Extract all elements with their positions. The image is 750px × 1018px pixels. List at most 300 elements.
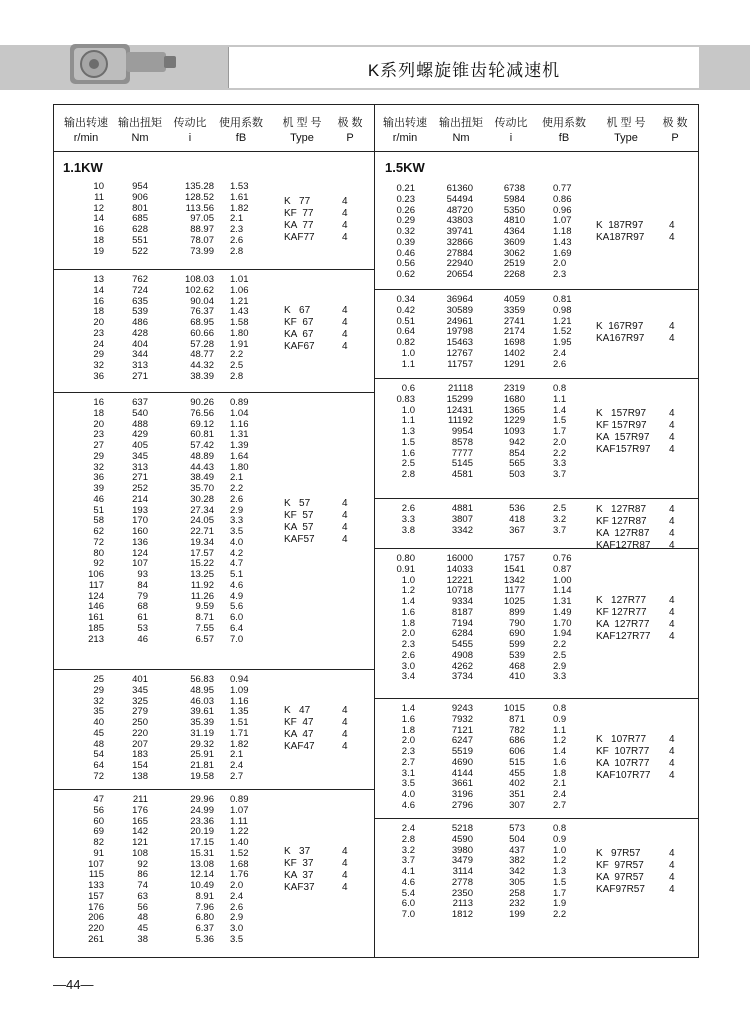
table-cell: 6.57 xyxy=(195,633,214,645)
table-cell: 60.81 xyxy=(190,429,214,441)
table-cell: 4581 xyxy=(451,469,473,480)
table-cell: 2.9 xyxy=(553,660,567,672)
table-cell: 279 xyxy=(132,706,148,718)
table-cell: 2.3 xyxy=(230,224,244,235)
speed-column xyxy=(383,704,415,812)
table-cell: 3.3 xyxy=(553,458,567,470)
model-type: K 67 xyxy=(284,304,311,316)
table-cell: 2741 xyxy=(503,315,525,327)
table-cell: 1.4 xyxy=(553,404,567,416)
poles-value: 4 xyxy=(342,497,348,509)
unit-speed: r/min xyxy=(73,132,99,144)
table-cell: 2519 xyxy=(503,258,525,270)
table-cell: 1.71 xyxy=(230,727,249,739)
table-section xyxy=(375,378,698,499)
table-cell: 47 xyxy=(93,794,104,805)
table-cell: 43803 xyxy=(446,215,473,227)
poles-value: 4 xyxy=(669,745,675,757)
torque-column xyxy=(435,824,473,921)
table-cell: 3.5 xyxy=(230,526,244,537)
header-type: 机 型 号 xyxy=(282,117,322,129)
header-factor: 使用系数 xyxy=(219,117,263,129)
table-cell: 45 xyxy=(93,727,104,739)
table-cell: 0.46 xyxy=(396,247,415,259)
table-cell: 4.0 xyxy=(230,536,244,548)
unit-torque: Nm xyxy=(131,132,149,144)
table-cell: 0.34 xyxy=(396,294,415,305)
table-cell: 2.3 xyxy=(401,639,415,650)
table-cell: 1.8 xyxy=(401,724,415,736)
table-cell: 1.64 xyxy=(230,450,249,462)
table-cell: 3.7 xyxy=(401,855,415,867)
model-type: K 47 xyxy=(284,704,311,716)
table-cell: 3.1 xyxy=(401,767,415,779)
table-cell: 1.2 xyxy=(553,855,567,867)
table-section xyxy=(54,669,374,790)
poles-value: 4 xyxy=(342,340,348,352)
table-cell: 30589 xyxy=(446,304,473,316)
table-right-half xyxy=(375,105,698,957)
table-cell: 5984 xyxy=(503,193,525,205)
table-cell: 6.0 xyxy=(230,612,244,623)
table-cell: 0.77 xyxy=(553,183,572,194)
table-cell: 48 xyxy=(137,912,148,924)
table-cell: 27884 xyxy=(446,247,473,259)
table-cell: 82 xyxy=(93,837,104,848)
table-cell: 515 xyxy=(509,756,525,768)
table-cell: 17.15 xyxy=(190,837,214,848)
table-cell: 106 xyxy=(88,569,104,580)
table-cell: 1.4 xyxy=(401,703,415,714)
poles-value: 4 xyxy=(342,509,348,521)
poles-list xyxy=(342,705,348,753)
table-cell: 16000 xyxy=(446,553,473,564)
table-cell: 0.82 xyxy=(396,337,415,348)
ratio-column xyxy=(493,554,525,683)
poles-value: 4 xyxy=(342,207,348,219)
speed-column xyxy=(383,504,415,536)
table-cell: 2174 xyxy=(503,326,525,338)
model-type: KF 77 xyxy=(284,207,314,219)
table-cell: 2.7 xyxy=(553,799,567,811)
table-cell: 2.7 xyxy=(401,756,415,768)
poles-value: 4 xyxy=(669,320,675,332)
table-cell: 1.58 xyxy=(230,317,249,328)
unit-poles: P xyxy=(346,132,354,144)
table-cell: 2.7 xyxy=(230,770,244,782)
table-cell: 36964 xyxy=(446,294,473,305)
table-cell: 1.82 xyxy=(230,738,249,750)
table-cell: 1.0 xyxy=(401,404,415,416)
table-cell: 1.7 xyxy=(553,426,567,437)
table-cell: 344 xyxy=(132,349,148,361)
speed-column xyxy=(383,184,415,281)
table-cell: 10718 xyxy=(446,585,473,597)
table-cell: 35.70 xyxy=(190,483,214,494)
table-cell: 68 xyxy=(137,601,148,613)
table-cell: 60.66 xyxy=(190,327,214,339)
table-cell: 16 xyxy=(93,224,104,235)
table-cell: 45 xyxy=(137,923,148,934)
table-cell: 606 xyxy=(509,746,525,757)
table-cell: 1.95 xyxy=(553,337,572,348)
table-cell: 1.31 xyxy=(553,596,572,607)
table-cell: 62 xyxy=(93,526,104,537)
model-type: KA 127R87 xyxy=(596,528,650,539)
speed-column xyxy=(383,295,415,370)
table-cell: 2.2 xyxy=(230,349,244,361)
table-cell: 2350 xyxy=(451,887,473,899)
model-type: KF 127R87 xyxy=(596,516,647,527)
speed-column xyxy=(66,398,104,645)
table-cell: 20 xyxy=(93,418,104,430)
model-type: K 157R97 xyxy=(596,408,647,420)
table-cell: 522 xyxy=(132,245,148,257)
table-cell: 1.22 xyxy=(230,826,249,838)
table-cell: 4144 xyxy=(451,767,473,779)
table-cell: 185 xyxy=(88,622,104,634)
model-type: K 107R77 xyxy=(596,733,647,745)
table-cell: 1.16 xyxy=(230,695,249,707)
model-type: K 127R77 xyxy=(596,594,647,606)
table-cell: 29.32 xyxy=(190,738,214,750)
model-type-list xyxy=(596,220,644,244)
table-cell: 183 xyxy=(132,749,148,761)
model-type: KA 77 xyxy=(284,219,314,231)
model-type: KA 57 xyxy=(284,521,314,533)
table-cell: 2.2 xyxy=(230,483,244,494)
table-cell: 1.1 xyxy=(401,415,415,427)
model-type: KA 37 xyxy=(284,870,314,882)
unit-poles: P xyxy=(671,132,679,144)
table-cell: 97.05 xyxy=(190,213,214,225)
table-cell: 48 xyxy=(93,738,104,750)
poles-value: 4 xyxy=(342,219,348,231)
table-cell: 1.53 xyxy=(230,181,249,192)
table-cell: 1.7 xyxy=(553,887,567,899)
table-cell: 428 xyxy=(132,327,148,339)
table-cell: 2.1 xyxy=(230,472,244,484)
table-cell: 3479 xyxy=(451,855,473,867)
table-cell: 54 xyxy=(93,749,104,761)
table-cell: 0.89 xyxy=(230,397,249,408)
table-cell: 1.07 xyxy=(553,215,572,227)
table-cell: 1.69 xyxy=(553,247,572,259)
table-cell: 1.52 xyxy=(230,847,249,859)
table-cell: 32 xyxy=(93,360,104,371)
model-type: KA167R97 xyxy=(596,332,645,344)
ratio-column xyxy=(493,824,525,921)
speed-column xyxy=(66,182,104,257)
table-cell: 1.49 xyxy=(553,606,572,618)
table-cell: 0.91 xyxy=(396,563,415,575)
table-cell: 1.6 xyxy=(401,713,415,725)
table-cell: 124 xyxy=(132,547,148,559)
factor-column xyxy=(553,295,583,370)
table-cell: 220 xyxy=(132,727,148,739)
model-type: KF 107R77 xyxy=(596,745,650,757)
table-cell: 108 xyxy=(132,847,148,859)
table-cell: 18 xyxy=(93,234,104,246)
poles-value: 4 xyxy=(342,870,348,882)
table-cell: 24.05 xyxy=(190,515,214,527)
table-cell: 9.59 xyxy=(195,601,214,613)
table-cell: 80 xyxy=(93,547,104,559)
unit-type: Type xyxy=(290,132,314,144)
table-cell: 36 xyxy=(93,472,104,484)
model-type: KF 37 xyxy=(284,858,314,870)
table-cell: 84 xyxy=(137,579,148,591)
table-cell: 2.6 xyxy=(401,503,415,514)
table-cell: 0.80 xyxy=(396,553,415,564)
table-cell: 0.56 xyxy=(396,258,415,270)
table-cell: 2319 xyxy=(503,383,525,394)
table-cell: 1.3 xyxy=(553,866,567,877)
table-cell: 0.32 xyxy=(396,226,415,237)
poles-value: 4 xyxy=(669,848,675,860)
table-cell: 12431 xyxy=(446,404,473,416)
table-cell: 29 xyxy=(93,684,104,696)
table-cell: 1.94 xyxy=(553,628,572,640)
table-cell: 1093 xyxy=(503,426,525,437)
table-cell: 4.7 xyxy=(230,558,244,570)
table-cell: 1.21 xyxy=(553,315,572,327)
model-type: KA 47 xyxy=(284,728,314,740)
table-cell: 54494 xyxy=(446,193,473,205)
table-cell: 504 xyxy=(509,833,525,845)
poles-value: 4 xyxy=(342,846,348,858)
table-cell: 88.97 xyxy=(190,224,214,235)
table-left-half xyxy=(54,105,374,957)
table-cell: 3.7 xyxy=(553,524,567,536)
table-cell: 1.21 xyxy=(230,295,249,307)
table-cell: 38.39 xyxy=(190,370,214,382)
poles-value: 4 xyxy=(342,533,348,545)
torque-column xyxy=(114,675,148,783)
table-cell: 32 xyxy=(93,461,104,473)
model-type: KF 67 xyxy=(284,316,314,328)
header-speed: 输出转速 xyxy=(383,117,427,129)
poles-value: 4 xyxy=(669,757,675,769)
table-cell: 2.5 xyxy=(553,649,567,661)
table-cell: 906 xyxy=(132,191,148,203)
table-cell: 1365 xyxy=(503,404,525,416)
table-cell: 1.0 xyxy=(401,574,415,586)
table-cell: 1680 xyxy=(503,393,525,405)
table-cell: 0.94 xyxy=(230,674,249,685)
model-type: KAF57 xyxy=(284,533,315,545)
header-poles: 极 数 xyxy=(337,117,363,129)
unit-factor: fB xyxy=(235,132,247,144)
table-cell: 1.1 xyxy=(553,393,567,405)
model-type: KF 97R57 xyxy=(596,860,644,872)
table-cell: 3.0 xyxy=(230,923,244,934)
unit-speed: r/min xyxy=(392,132,418,144)
table-cell: 1.9 xyxy=(553,898,567,910)
table-cell: 32 xyxy=(93,695,104,707)
model-type: KAF127R87 xyxy=(596,540,651,551)
table-cell: 2.8 xyxy=(230,245,244,257)
poles-value: 4 xyxy=(342,328,348,340)
table-cell: 3.3 xyxy=(401,513,415,525)
table-cell: 7777 xyxy=(451,447,473,459)
ratio-column xyxy=(493,184,525,281)
table-cell: 20654 xyxy=(446,269,473,280)
model-type: K 37 xyxy=(284,846,311,858)
table-cell: 135.28 xyxy=(184,181,214,192)
poles-value: 4 xyxy=(669,332,675,344)
power-label: 1.1KW xyxy=(63,160,103,175)
poles-value: 4 xyxy=(342,195,348,207)
model-type-list xyxy=(596,848,645,896)
poles-list xyxy=(669,408,675,456)
model-type: K 97R57 xyxy=(596,848,641,860)
poles-value: 4 xyxy=(342,858,348,870)
table-cell: 214 xyxy=(132,493,148,505)
table-cell: 2.8 xyxy=(401,833,415,845)
table-cell: 176 xyxy=(132,804,148,816)
table-cell: 154 xyxy=(132,760,148,771)
table-cell: 7.0 xyxy=(401,909,415,920)
table-cell: 72 xyxy=(93,536,104,548)
table-cell: 138 xyxy=(132,770,148,782)
table-cell: 76.37 xyxy=(190,306,214,318)
table-cell: 24.99 xyxy=(190,804,214,816)
table-cell: 21.81 xyxy=(190,760,214,771)
table-cell: 0.87 xyxy=(553,563,572,575)
ratio-column xyxy=(493,384,525,481)
table-cell: 1.04 xyxy=(230,407,249,419)
torque-column xyxy=(435,554,473,683)
table-cell: 455 xyxy=(509,767,525,779)
table-cell: 39.61 xyxy=(190,706,214,718)
table-cell: 117 xyxy=(88,579,104,591)
table-cell: 0.83 xyxy=(396,393,415,405)
table-cell: 102.62 xyxy=(184,284,214,296)
table-cell: 90.04 xyxy=(190,295,214,307)
table-cell: 3062 xyxy=(503,247,525,259)
poles-list xyxy=(669,321,675,345)
table-cell: 15299 xyxy=(446,393,473,405)
table-cell: 2.0 xyxy=(553,436,567,448)
table-cell: 24 xyxy=(93,338,104,350)
table-cell: 2.3 xyxy=(553,269,567,280)
table-cell: 8.71 xyxy=(195,612,214,623)
table-cell: 2.6 xyxy=(230,234,244,246)
table-cell: 0.29 xyxy=(396,215,415,227)
table-cell: 0.96 xyxy=(553,204,572,216)
header-speed: 输出转速 xyxy=(64,117,108,129)
model-type-list xyxy=(596,321,644,345)
unit-ratio: i xyxy=(509,132,513,144)
table-section xyxy=(375,179,698,289)
table-cell: 6738 xyxy=(503,183,525,194)
speed-column xyxy=(66,275,104,383)
table-cell: 40 xyxy=(93,717,104,728)
unit-type: Type xyxy=(614,132,638,144)
table-cell: 31.19 xyxy=(190,727,214,739)
table-cell: 307 xyxy=(509,799,525,811)
model-type: K 57 xyxy=(284,497,311,509)
table-cell: 1.14 xyxy=(553,585,572,597)
table-cell: 486 xyxy=(132,317,148,328)
poles-value: 4 xyxy=(342,704,348,716)
table-cell: 69.12 xyxy=(190,418,214,430)
table-cell: 9334 xyxy=(451,596,473,607)
table-cell: 1.80 xyxy=(230,327,249,339)
table-cell: 942 xyxy=(509,436,525,448)
table-cell: 871 xyxy=(509,713,525,725)
table-cell: 1.39 xyxy=(230,440,249,451)
table-cell: 6.0 xyxy=(401,898,415,910)
table-cell: 11 xyxy=(94,191,104,203)
table-cell: 3980 xyxy=(451,844,473,856)
table-cell: 13.08 xyxy=(190,858,214,870)
table-cell: 3.3 xyxy=(553,671,567,683)
model-type-list xyxy=(284,498,315,546)
table-cell: 22.71 xyxy=(190,526,214,537)
model-type: K 127R87 xyxy=(596,504,647,515)
header-ratio: 传动比 xyxy=(494,117,528,129)
table-cell: 3.4 xyxy=(401,671,415,683)
table-cell: 206 xyxy=(88,912,104,924)
table-cell: 14 xyxy=(93,213,104,225)
table-cell: 35.39 xyxy=(190,717,214,728)
table-cell: 1.2 xyxy=(401,585,415,597)
table-cell: 161 xyxy=(88,612,104,623)
table-cell: 1.09 xyxy=(230,684,249,696)
poles-list xyxy=(342,196,348,244)
poles-value: 4 xyxy=(342,316,348,328)
table-cell: 1.4 xyxy=(553,746,567,757)
table-cell: 3734 xyxy=(451,671,473,683)
table-cell: 1.40 xyxy=(230,837,249,848)
table-cell: 4881 xyxy=(451,503,473,514)
ratio-column xyxy=(493,295,525,370)
table-cell: 3.8 xyxy=(401,524,415,536)
power-label: 1.5KW xyxy=(385,160,425,175)
table-section xyxy=(375,289,698,379)
table-cell: 121 xyxy=(132,837,148,848)
poles-value: 4 xyxy=(669,606,675,618)
table-cell: 1.51 xyxy=(230,717,249,728)
table-cell: 23.36 xyxy=(190,815,214,827)
table-cell: 261 xyxy=(88,933,104,945)
torque-column xyxy=(435,184,473,281)
table-cell: 46 xyxy=(93,493,104,505)
model-type-list xyxy=(284,705,315,753)
table-cell: 16 xyxy=(93,397,104,408)
table-cell: 90.26 xyxy=(190,397,214,408)
table-cell: 628 xyxy=(132,224,148,235)
table-cell: 405 xyxy=(132,440,148,451)
table-cell: 5350 xyxy=(503,204,525,216)
table-cell: 2.4 xyxy=(553,347,567,359)
table-cell: 4.6 xyxy=(230,579,244,591)
table-cell: 146 xyxy=(88,601,104,613)
speed-column xyxy=(383,384,415,481)
table-cell: 2.8 xyxy=(401,469,415,480)
table-cell: 108.03 xyxy=(184,274,214,285)
table-cell: 12221 xyxy=(446,574,473,586)
model-type: KA 97R57 xyxy=(596,872,644,884)
table-cell: 0.8 xyxy=(553,823,567,834)
table-cell: 1.68 xyxy=(230,858,249,870)
table-cell: 160 xyxy=(132,526,148,537)
table-cell: 0.23 xyxy=(396,193,415,205)
table-cell: 74 xyxy=(137,880,148,891)
table-cell: 271 xyxy=(132,472,148,484)
